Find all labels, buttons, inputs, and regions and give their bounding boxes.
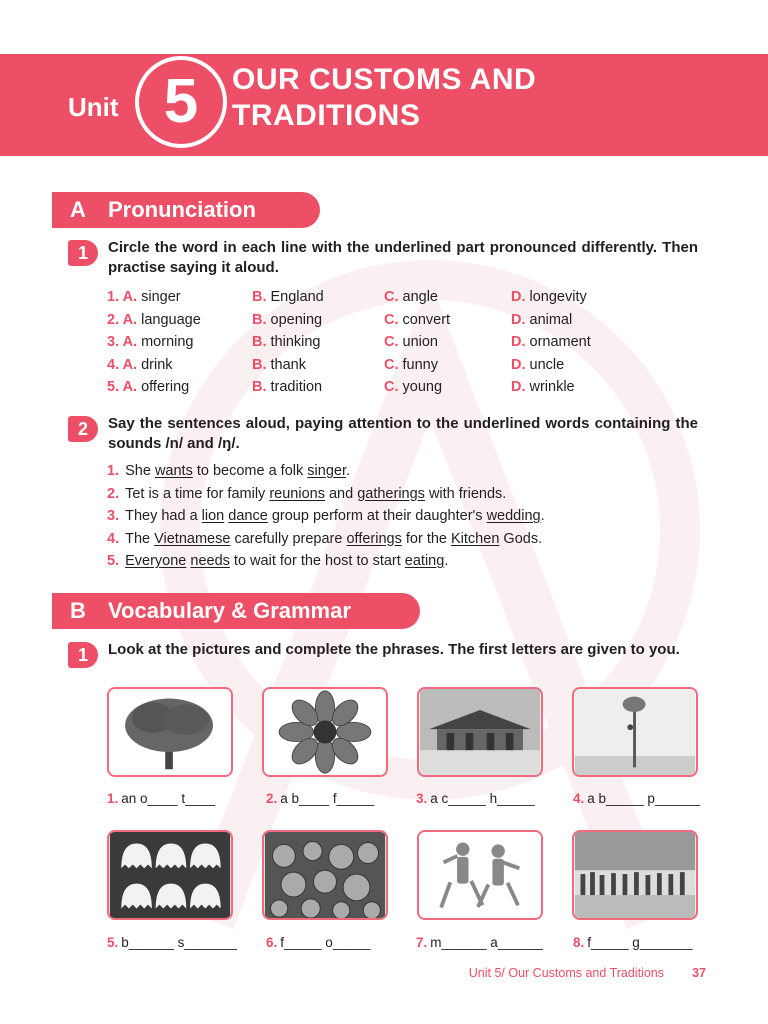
word-option[interactable] xyxy=(252,289,384,312)
sentence-number: 4. xyxy=(107,530,120,547)
section-b-title: Vocabulary & Grammar xyxy=(108,598,351,623)
option-word: thinking xyxy=(270,334,321,350)
task-a2-number: 2 xyxy=(68,416,98,442)
option-label: 1. A. xyxy=(107,289,138,305)
page-number: 37 xyxy=(692,966,706,980)
option-label: B. xyxy=(252,311,267,328)
option-label: 4. A. xyxy=(107,356,138,373)
word-option[interactable] xyxy=(252,357,384,380)
unit-title-line1: OUR CUSTOMS AND xyxy=(232,63,537,96)
unit-title-line2: TRADITIONS xyxy=(232,99,421,132)
option-word: opening xyxy=(270,311,323,328)
task-b1-number: 1 xyxy=(68,642,98,668)
option-label: C. xyxy=(384,334,399,350)
option-label: B. xyxy=(252,289,267,305)
word-option[interactable] xyxy=(107,379,252,402)
underlined-word: singer xyxy=(307,463,346,479)
option-label: C. xyxy=(384,379,399,395)
word-option[interactable] xyxy=(511,312,631,335)
option-word: ornament xyxy=(529,334,591,350)
picture-martial-arts xyxy=(417,830,543,920)
word-option[interactable] xyxy=(107,312,252,335)
option-label: C. xyxy=(384,356,399,373)
option-word: wrinkle xyxy=(529,379,575,395)
word-option[interactable] xyxy=(511,357,631,380)
word-option[interactable] xyxy=(384,334,511,357)
underlined-word: needs xyxy=(190,553,230,569)
picture-bamboo-pole xyxy=(572,687,698,777)
sentence-text: group perform at their daughter's xyxy=(267,508,487,524)
option-label: B. xyxy=(252,356,267,373)
caption-5: 5. b______ s_______ xyxy=(107,935,237,950)
sentence-text: Gods. xyxy=(499,530,543,547)
option-word: union xyxy=(402,334,438,350)
section-a-title: Pronunciation xyxy=(108,197,256,222)
task-a1-number: 1 xyxy=(68,240,98,266)
sentence-text: . xyxy=(444,553,449,569)
sentence-text: to become a folk xyxy=(192,463,308,479)
option-label: 2. A. xyxy=(107,311,138,328)
option-word: morning xyxy=(141,334,194,350)
option-label: 5. A. xyxy=(107,379,138,395)
task-b1 xyxy=(68,640,698,684)
sentence-text: She xyxy=(125,463,155,479)
word-option[interactable] xyxy=(252,334,384,357)
word-row xyxy=(107,289,627,312)
option-word: England xyxy=(270,289,324,305)
option-word: convert xyxy=(402,311,451,328)
word-option[interactable] xyxy=(107,334,252,357)
word-option[interactable] xyxy=(384,312,511,335)
option-word: animal xyxy=(529,311,573,328)
picture-communal-house xyxy=(417,687,543,777)
option-label: 3. A. xyxy=(107,334,138,350)
option-word: singer xyxy=(141,289,181,305)
word-option[interactable] xyxy=(511,289,631,312)
option-word: offering xyxy=(141,379,190,395)
underlined-word: Vietnamese xyxy=(154,530,231,547)
underlined-word: dance xyxy=(228,508,268,524)
unit-number: 5 xyxy=(135,56,227,148)
option-label: C. xyxy=(384,289,399,305)
option-label: B. xyxy=(252,379,267,395)
option-word: funny xyxy=(402,356,438,373)
section-b-heading xyxy=(52,593,420,629)
option-word: longevity xyxy=(529,289,587,305)
sentence-number: 1. xyxy=(107,463,120,479)
option-label: B. xyxy=(252,334,267,350)
underlined-word: gatherings xyxy=(357,485,425,502)
option-word: drink xyxy=(141,356,173,373)
sentence xyxy=(107,553,707,576)
sentence-text: . xyxy=(540,508,545,524)
option-word: tradition xyxy=(270,379,323,395)
option-label: C. xyxy=(384,311,399,328)
option-label: D. xyxy=(511,311,526,328)
picture-food-offerings xyxy=(262,830,388,920)
option-word: uncle xyxy=(529,356,565,373)
underlined-word: eating xyxy=(404,553,445,569)
task-a2 xyxy=(68,414,698,458)
task-a1-instruction: Circle the word in each line with the underlined part pronounced differently. Then practise saying it aloud. xyxy=(108,239,698,276)
underlined-word: Everyone xyxy=(125,553,187,569)
pronunciation-word-grid xyxy=(107,289,627,402)
word-option[interactable] xyxy=(511,379,631,402)
caption-3: 3. a c_____ h_____ xyxy=(416,791,535,806)
underlined-word: Kitchen xyxy=(451,530,500,547)
picture-flower xyxy=(262,687,388,777)
unit-banner xyxy=(0,54,768,156)
sentence xyxy=(107,486,707,509)
caption-7: 7. m______ a______ xyxy=(416,935,543,950)
word-row xyxy=(107,357,627,380)
sentence-text: with friends. xyxy=(424,485,507,502)
task-a2-instruction: Say the sentences aloud, paying attention to the underlined words containing the sounds /n/ and /ŋ/. xyxy=(108,415,698,452)
caption-2: 2. a b____ f_____ xyxy=(266,791,375,806)
word-row xyxy=(107,334,627,357)
option-word: angle xyxy=(402,289,438,305)
underlined-word: lion xyxy=(201,508,225,524)
sentence-text: and xyxy=(324,485,358,502)
underlined-word: reunions xyxy=(269,485,325,502)
sentence-text: The xyxy=(125,530,155,547)
underlined-word: wants xyxy=(154,463,193,479)
sentence xyxy=(107,531,707,554)
word-row xyxy=(107,379,627,402)
word-option[interactable] xyxy=(107,289,252,312)
word-option[interactable] xyxy=(252,379,384,402)
sentence-number: 5. xyxy=(107,553,120,569)
picture-ghosts xyxy=(107,830,233,920)
sentence-text: Tet is a time for family xyxy=(125,485,270,502)
footer-unit-title: Unit 5/ Our Customs and Traditions xyxy=(468,966,664,980)
caption-6: 6. f_____ o_____ xyxy=(266,935,371,950)
sentence xyxy=(107,463,707,486)
word-option[interactable] xyxy=(384,357,511,380)
picture-crowd-festival xyxy=(572,830,698,920)
sentence-text: They had a xyxy=(125,508,202,524)
word-option[interactable] xyxy=(384,289,511,312)
underlined-word: offerings xyxy=(346,530,402,547)
section-a-heading xyxy=(52,192,320,228)
word-option[interactable] xyxy=(511,334,631,357)
sentence-text: carefully prepare xyxy=(230,530,347,547)
caption-8: 8. f_____ g_______ xyxy=(573,935,693,950)
sentence xyxy=(107,508,707,531)
pronunciation-sentences xyxy=(107,463,707,576)
word-row xyxy=(107,312,627,335)
option-label: D. xyxy=(511,379,526,395)
task-a1 xyxy=(68,238,698,282)
section-b-letter: B xyxy=(70,598,86,623)
word-option[interactable] xyxy=(252,312,384,335)
sentence-text: for the xyxy=(401,530,452,547)
word-option[interactable] xyxy=(107,357,252,380)
option-word: language xyxy=(141,311,201,328)
caption-1: 1. an o____ t____ xyxy=(107,791,216,806)
unit-title xyxy=(232,62,536,134)
unit-label: Unit xyxy=(68,92,119,122)
option-word: thank xyxy=(270,356,306,373)
section-a-letter: A xyxy=(70,197,86,222)
caption-4: 4. a b_____ p______ xyxy=(573,791,700,806)
option-label: D. xyxy=(511,289,526,305)
option-label: D. xyxy=(511,334,526,350)
picture-old-tree xyxy=(107,687,233,777)
underlined-word: wedding xyxy=(486,508,541,524)
option-word: young xyxy=(402,379,443,395)
sentence-text: to wait for the host to start xyxy=(229,553,405,569)
sentence-text: . xyxy=(345,463,351,479)
word-option[interactable] xyxy=(384,379,511,402)
sentence-number: 3. xyxy=(107,508,120,524)
option-label: D. xyxy=(511,356,526,373)
task-b1-instruction: Look at the pictures and complete the phrases. The first letters are given to you. xyxy=(108,641,680,658)
sentence-number: 2. xyxy=(107,485,120,502)
